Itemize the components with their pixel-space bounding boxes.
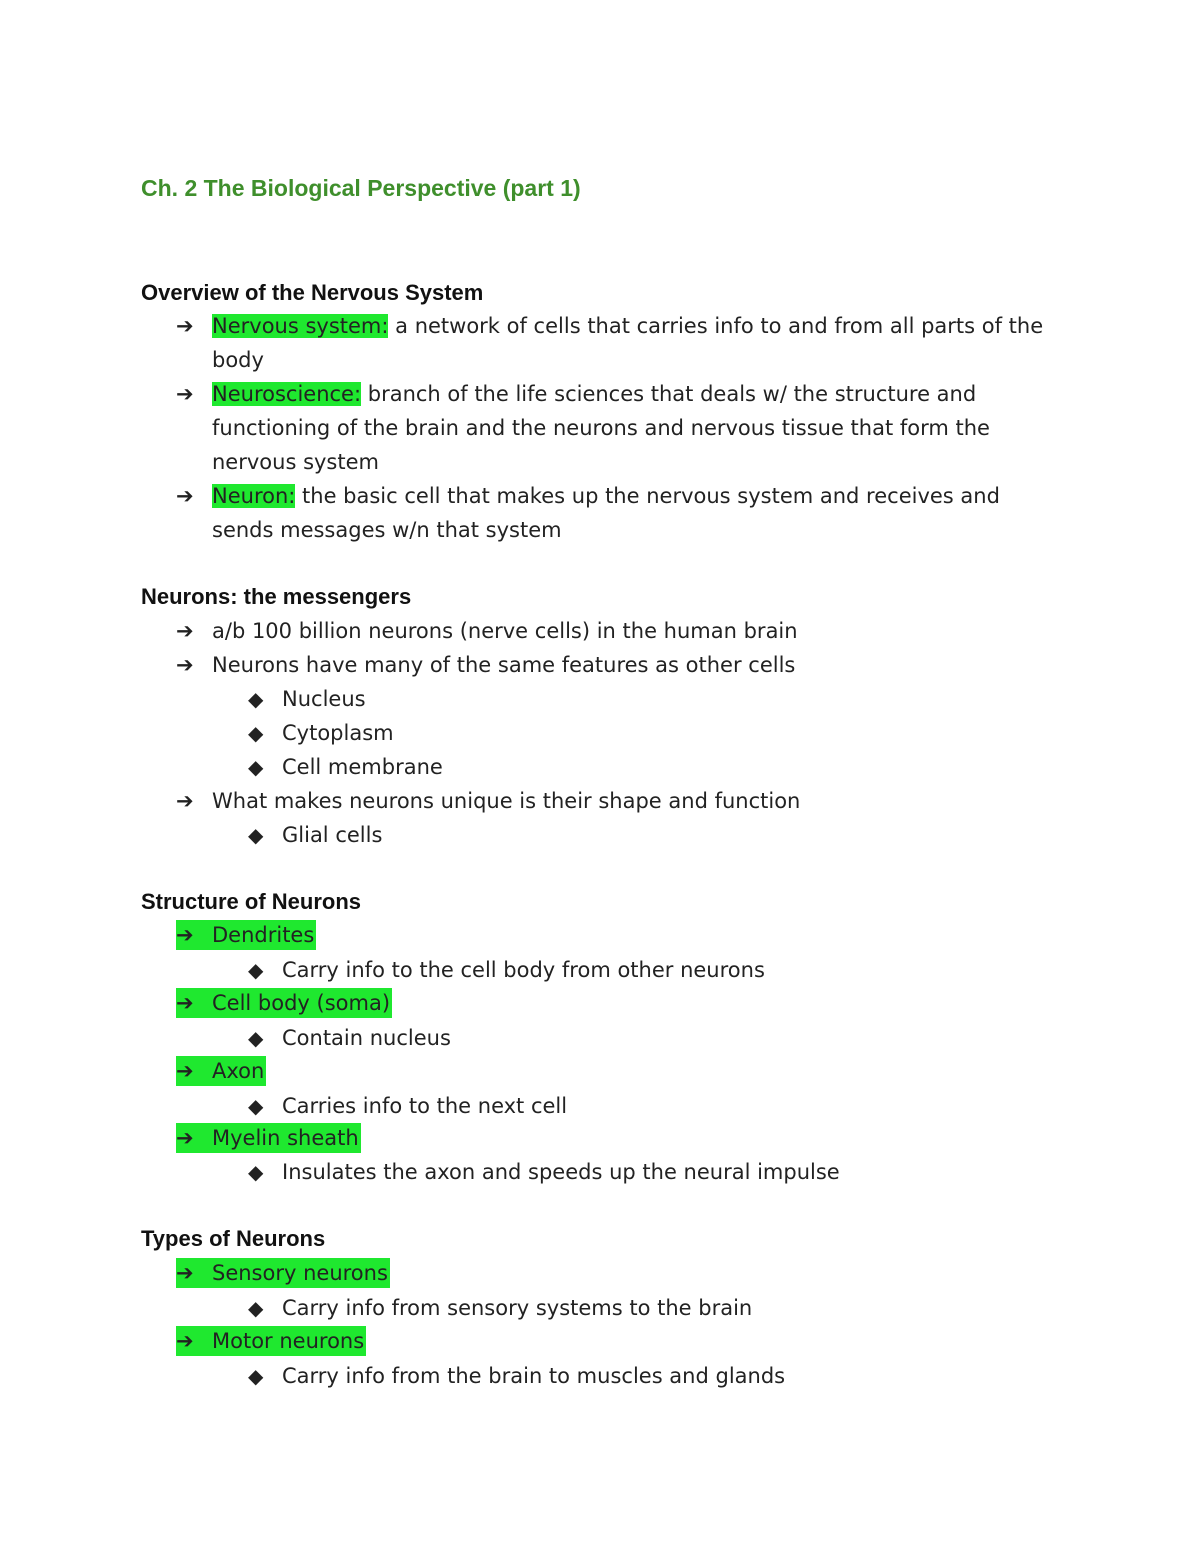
sub-item-text: Insulates the axon and speeds up the neural impulse: [282, 1160, 840, 1184]
definition-nervous-system: a network of cells that carries info to and from all parts of the body: [212, 314, 1044, 372]
arrow-icon: ➔: [176, 991, 194, 1015]
arrow-icon: ➔: [176, 653, 194, 677]
term-neuron: Neuron:: [212, 484, 296, 508]
diamond-icon: ◆: [248, 721, 264, 745]
diamond-icon: ◆: [248, 1026, 264, 1050]
diamond-icon: ◆: [248, 755, 264, 779]
sub-item-text: Carries info to the next cell: [282, 1094, 568, 1118]
list-item-label: Axon: [212, 1059, 265, 1083]
diamond-icon: ◆: [248, 1160, 264, 1184]
arrow-icon: ➔: [176, 484, 194, 508]
sub-item-cytoplasm: [248, 716, 1068, 750]
list-item-unique: [176, 784, 1056, 818]
list-item-axon: [176, 1056, 266, 1086]
arrow-icon: ➔: [176, 1261, 194, 1285]
term-nervous-system: Nervous system:: [212, 314, 389, 338]
sub-item-text: Cytoplasm: [282, 721, 394, 745]
list-item-label: Sensory neurons: [212, 1261, 388, 1285]
arrow-icon: ➔: [176, 1059, 194, 1083]
sub-item-sensory-neurons: [248, 1291, 1068, 1325]
definition-neuroscience: branch of the life sciences that deals w/ the structure and functioning of the brain and the neurons and nervous tissue that form the nervous system: [212, 382, 990, 474]
sub-item-myelin-sheath: [248, 1155, 1068, 1189]
sub-item-text: Carry info from the brain to muscles and glands: [282, 1364, 786, 1388]
arrow-icon: ➔: [176, 382, 194, 406]
list-item-label: Dendrites: [212, 923, 315, 947]
sub-item-cell-body: [248, 1021, 1068, 1055]
term-neuroscience: Neuroscience:: [212, 382, 362, 406]
sub-item-text: Nucleus: [282, 687, 366, 711]
diamond-icon: ◆: [248, 958, 264, 982]
list-item-text: a/b 100 billion neurons (nerve cells) in the human brain: [212, 619, 798, 643]
list-item-cell-body: [176, 988, 392, 1018]
diamond-icon: ◆: [248, 1094, 264, 1118]
list-item-label: Myelin sheath: [212, 1126, 359, 1150]
diamond-icon: ◆: [248, 1364, 264, 1388]
sub-item-axon: [248, 1089, 1068, 1123]
section-heading-structure: Structure of Neurons: [141, 889, 362, 914]
sub-item-dendrites: [248, 953, 1068, 987]
diamond-icon: ◆: [248, 687, 264, 711]
section-heading-overview: Overview of the Nervous System: [141, 280, 484, 305]
arrow-icon: ➔: [176, 1126, 194, 1150]
list-item-neuron-count: [176, 614, 1056, 648]
diamond-icon: ◆: [248, 823, 264, 847]
sub-item-text: Glial cells: [282, 823, 383, 847]
sub-item-text: Carry info to the cell body from other neurons: [282, 958, 765, 982]
page-title: Ch. 2 The Biological Perspective (part 1): [141, 175, 581, 201]
list-item-sensory-neurons: [176, 1258, 390, 1288]
arrow-icon: ➔: [176, 314, 194, 338]
diamond-icon: ◆: [248, 1296, 264, 1320]
list-item-label: Cell body (soma): [212, 991, 391, 1015]
sub-item-cell-membrane: [248, 750, 1068, 784]
sub-item-nucleus: [248, 682, 1068, 716]
definition-neuron: the basic cell that makes up the nervous system and receives and sends messages w/n that system: [212, 484, 1000, 542]
sub-item-text: Contain nucleus: [282, 1026, 451, 1050]
section-heading-messengers: Neurons: the messengers: [141, 584, 412, 609]
list-item-shared-features: [176, 648, 1056, 682]
list-item-neuroscience: [176, 377, 1056, 479]
arrow-icon: ➔: [176, 619, 194, 643]
arrow-icon: ➔: [176, 923, 194, 947]
list-item-myelin-sheath: [176, 1123, 361, 1153]
sub-item-motor-neurons: [248, 1359, 1068, 1393]
list-item-nervous-system: [176, 309, 1056, 377]
list-item-text: Neurons have many of the same features as other cells: [212, 653, 796, 677]
arrow-icon: ➔: [176, 1329, 194, 1353]
list-item-motor-neurons: [176, 1326, 366, 1356]
list-item-label: Motor neurons: [212, 1329, 365, 1353]
list-item-text: What makes neurons unique is their shape and function: [212, 789, 801, 813]
arrow-icon: ➔: [176, 789, 194, 813]
sub-item-text: Cell membrane: [282, 755, 443, 779]
list-item-dendrites: [176, 920, 316, 950]
sub-item-glial-cells: [248, 818, 1068, 852]
list-item-neuron: [176, 479, 1056, 547]
sub-item-text: Carry info from sensory systems to the brain: [282, 1296, 753, 1320]
section-heading-types: Types of Neurons: [141, 1226, 326, 1251]
